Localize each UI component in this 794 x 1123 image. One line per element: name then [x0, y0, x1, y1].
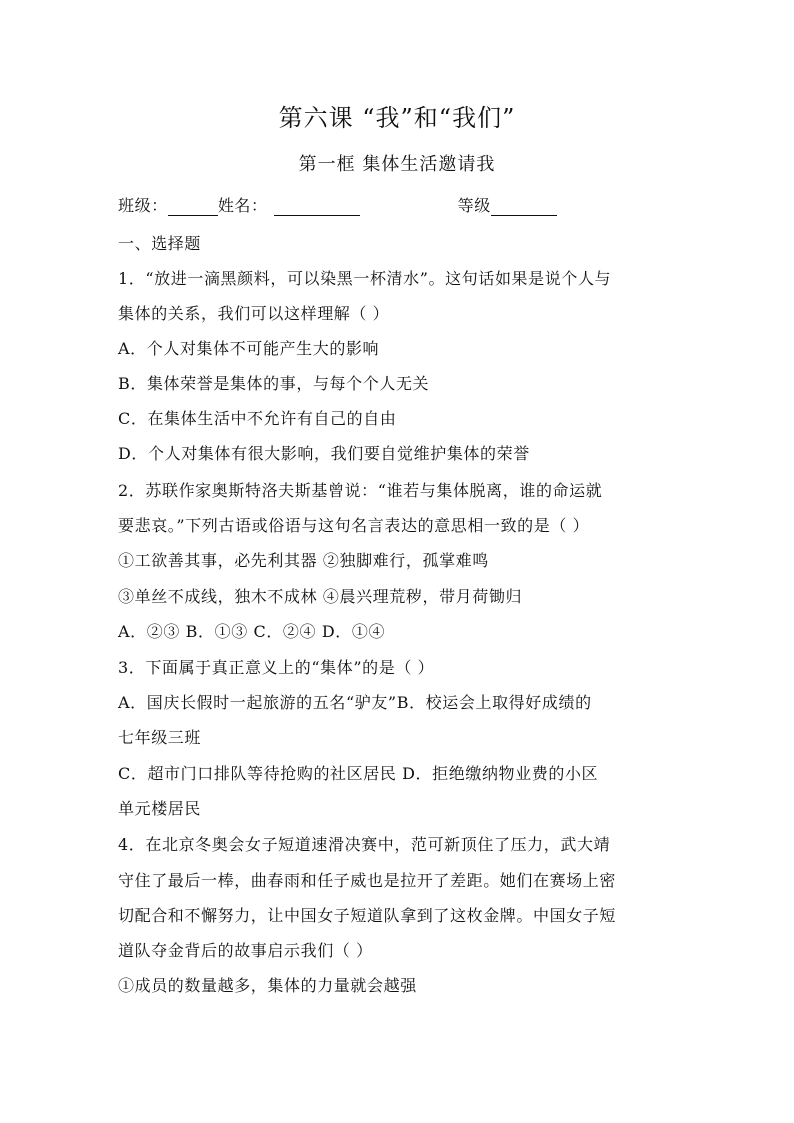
- student-info-row: [118, 196, 698, 216]
- question-2-line: 要悲哀。”下列古语或俗语与这句名言表达的意思相一致的是（ ）: [118, 516, 590, 535]
- question-3-option-cd: 单元楼居民: [118, 799, 202, 818]
- question-3-option-ab: 七年级三班: [118, 728, 202, 747]
- name-blank[interactable]: [274, 197, 360, 216]
- question-1-line: 集体的关系，我们可以这样理解（ ）: [118, 304, 390, 323]
- question-1-line: 1．“放进一滴黑颜料，可以染黑一杯清水”。这句话如果是说个人与: [118, 269, 612, 288]
- question-4-statement: ①成员的数量越多，集体的力量就会越强: [118, 976, 417, 995]
- question-1-option-a: A．个人对集体不可能产生大的影响: [118, 339, 380, 358]
- question-4-line: 守住了最后一棒，曲春雨和任子威也是拉开了差距。她们在赛场上密: [118, 871, 617, 890]
- question-4-line: 道队夺金背后的故事启示我们（ ）: [118, 941, 373, 960]
- page-subtitle: 第一框 集体生活邀请我: [298, 154, 496, 175]
- name-label: 姓名：: [217, 196, 268, 215]
- question-2-line: 2．苏联作家奥斯特洛夫斯基曾说：“谁若与集体脱离，谁的命运就: [118, 481, 603, 500]
- section-heading: 一、选择题: [118, 234, 202, 253]
- page-title: 第六课 “我”和“我们”: [278, 104, 516, 132]
- question-2-statements: ③单丝不成线，独木不成林 ④晨兴理荒秽，带月荷锄归: [118, 587, 523, 606]
- question-1-option-b: B．集体荣誉是集体的事，与每个个人无关: [118, 374, 430, 393]
- question-2-statements: ①工欲善其事，必先利其器 ②独脚难行，孤掌难鸣: [118, 551, 489, 570]
- question-4-line: 4．在北京冬奥会女子短道速滑决赛中，范可新顶住了压力，武大靖: [118, 835, 611, 854]
- question-4-line: 切配合和不懈努力，让中国女子短道队拿到了这枚金牌。中国女子短: [118, 906, 617, 925]
- grade-label: 等级: [457, 196, 491, 215]
- question-2-options: A．②③ B．①③ C．②④ D．①④: [118, 622, 386, 641]
- question-1-option-d: D．个人对集体有很大影响，我们要自觉维护集体的荣誉: [118, 444, 530, 463]
- question-1-option-c: C．在集体生活中不允许有自己的自由: [118, 409, 397, 428]
- grade-blank[interactable]: [491, 197, 557, 216]
- question-3-option-ab: A．国庆长假时一起旅游的五名“驴友”B．校运会上取得好成绩的: [118, 693, 592, 712]
- question-3-line: 3．下面属于真正意义上的“集体”的是（ ）: [118, 658, 435, 677]
- class-blank[interactable]: [168, 197, 218, 216]
- question-3-option-cd: C．超市门口排队等待抢购的社区居民 D．拒绝缴纳物业费的小区: [118, 764, 599, 783]
- class-label: 班级：: [118, 196, 168, 215]
